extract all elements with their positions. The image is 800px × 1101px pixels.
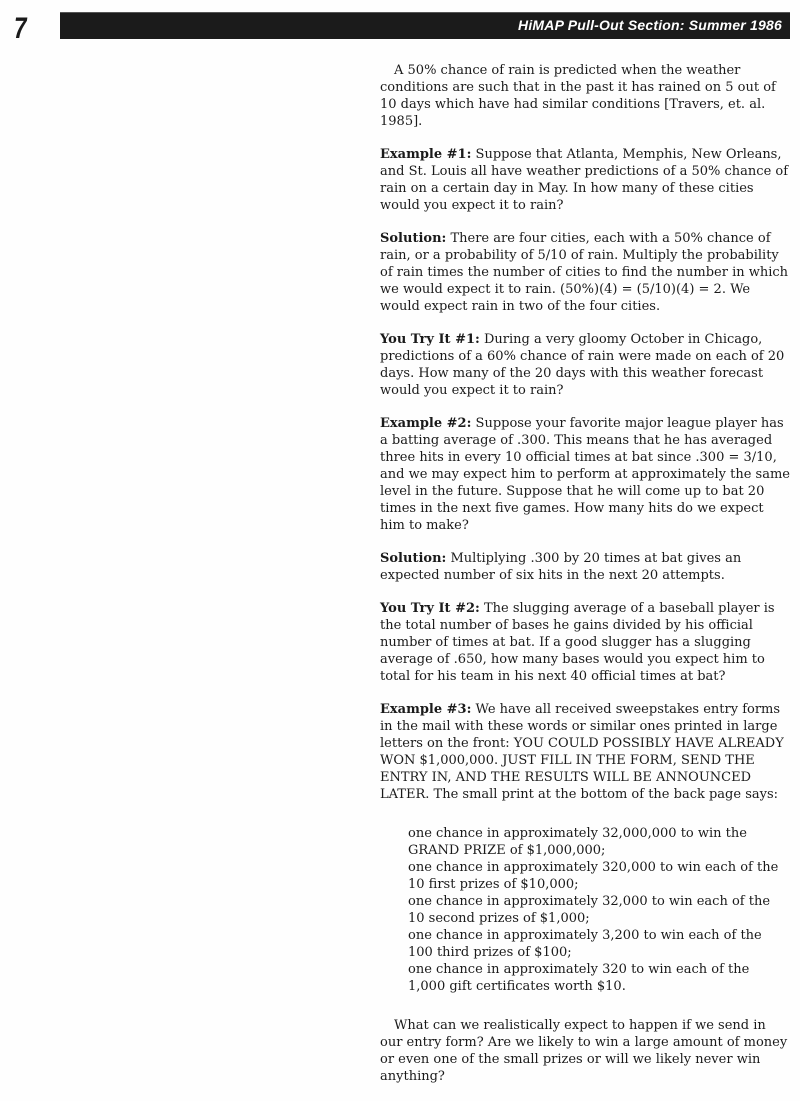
example-3-label: Example #3: [380, 702, 472, 717]
prize-list [408, 825, 790, 995]
example-2 [380, 415, 790, 534]
solution-1 [380, 230, 790, 315]
example-1-label: Example #1: [380, 147, 472, 162]
solution-2-text: Multiplying .300 by 20 times at bat gives an expected number of six hits in the next 20 attempts. [380, 551, 742, 583]
prize-item: one chance in approximately 320 to win each of the 1,000 gift certificates worth $10. [408, 962, 750, 994]
you-try-it-1-label: You Try It #1: [380, 332, 480, 347]
prize-item: one chance in approximately 3,200 to win each of the 100 third prizes of $100; [408, 928, 762, 960]
solution-2 [380, 550, 790, 584]
example-3 [380, 701, 790, 803]
you-try-it-2-label: You Try It #2: [380, 601, 480, 616]
example-3-text: We have all received sweepstakes entry forms in the mail with these words or similar ones printed in large letters on the front: YOU COULD POSSIBLY HAVE ALREADY WON $1,000,000. JUST FILL IN THE FORM, SEND THE ENTRY IN, AND THE RESULTS WILL BE ANNOUNCED LATER. The small print at the bottom of the back page says: [380, 702, 784, 802]
closing-paragraph: What can we realistically expect to happen if we send in our entry form? Are we likely to win a large amount of money or even one of the small prizes or will we likely never win anything? [380, 1018, 788, 1084]
you-try-it-2-text: The slugging average of a baseball player is the total number of bases he gains divided by his official number of times at bat. If a good slugger has a slugging average of .650, how many bases would you expect him to total for his team in his next 40 official times at bat? [380, 601, 775, 684]
page-number: 7 [14, 12, 27, 45]
example-2-label: Example #2: [380, 416, 472, 431]
section-header-title: HiMAP Pull-Out Section: Summer 1986 [518, 17, 782, 33]
you-try-it-1 [380, 331, 790, 399]
solution-2-label: Solution: [380, 551, 447, 566]
prize-item: one chance in approximately 320,000 to win each of the 10 first prizes of $10,000; [408, 860, 779, 892]
article-column [380, 62, 790, 1101]
solution-1-label: Solution: [380, 231, 447, 246]
example-1 [380, 146, 790, 214]
section-header-bar [60, 12, 790, 39]
intro-paragraph: A 50% chance of rain is predicted when the weather conditions are such that in the past it has rained on 5 out of 10 days which have had similar conditions [Travers, et. al. 1985]. [380, 63, 776, 129]
you-try-it-1-text: During a very gloomy October in Chicago, predictions of a 60% chance of rain were made on each of 20 days. How many of the 20 days with this weather forecast would you expect it to rain? [380, 332, 785, 398]
example-2-text: Suppose your favorite major league player has a batting average of .300. This means that he has averaged three hits in every 10 official times at bat since .300 = 3/10, and we may expect him to perform at approximately the same level in the future. Suppose that he will come up to bat 20 times in the next five games. How many hits do we expect him to make? [380, 416, 791, 533]
prize-item: one chance in approximately 32,000,000 to win the GRAND PRIZE of $1,000,000; [408, 826, 747, 858]
example-1-text: Suppose that Atlanta, Memphis, New Orleans, and St. Louis all have weather predictions of a 50% chance of rain on a certain day in May. In how many of these cities would you expect it to rain? [380, 147, 789, 213]
solution-1-text: There are four cities, each with a 50% chance of rain, or a probability of 5/10 of rain. Multiply the probability of rain times the number of cities to find the number in which we would expect it to rain. (50%)(4) = (5/10)(4) = 2. We would expect rain in two of the four cities. [380, 231, 789, 314]
prize-item: one chance in approximately 32,000 to win each of the 10 second prizes of $1,000; [408, 894, 771, 926]
you-try-it-2 [380, 600, 790, 685]
